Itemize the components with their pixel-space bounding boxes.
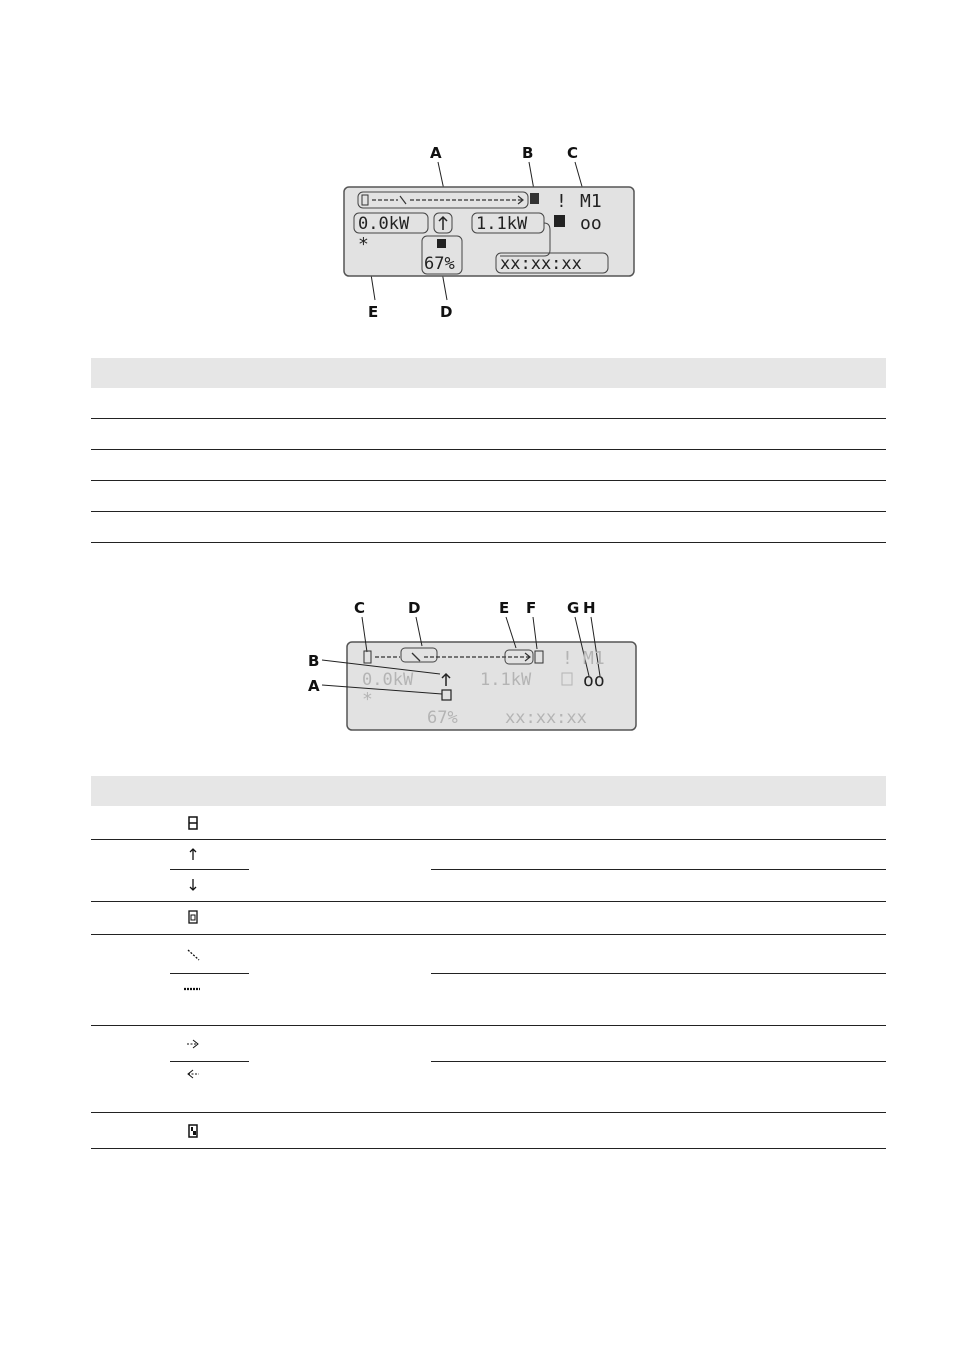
flow-left-icon xyxy=(186,1068,200,1080)
mode-label: M1 xyxy=(580,191,602,212)
arrow-up-icon xyxy=(187,847,199,861)
callout-b: B xyxy=(308,652,320,670)
power-left: 0.0kW xyxy=(358,214,410,234)
figure-1-svg xyxy=(300,140,660,325)
table-1-header xyxy=(91,358,886,388)
grid-icon xyxy=(530,193,539,204)
time-value: xx:xx:xx xyxy=(500,254,582,274)
callout-c: C xyxy=(567,144,579,162)
callout-d: D xyxy=(408,599,421,617)
status-oo: oo xyxy=(580,213,602,234)
table-row xyxy=(91,512,886,543)
callout-c: C xyxy=(354,599,366,617)
table-row xyxy=(91,450,886,481)
table-2 xyxy=(91,776,886,1149)
power-right: 1.1kW xyxy=(480,670,532,690)
callout-f: F xyxy=(526,599,537,617)
time-value: xx:xx:xx xyxy=(505,708,587,728)
table-row xyxy=(91,481,886,512)
callout-d: D xyxy=(440,303,453,321)
warning-symbol: ! xyxy=(556,191,567,212)
arrow-down-icon xyxy=(187,878,199,892)
callout-a: A xyxy=(308,677,320,695)
figure-1 xyxy=(300,140,660,325)
memory-card-icon xyxy=(554,215,565,227)
callout-b: B xyxy=(522,144,534,162)
table-1 xyxy=(91,358,886,543)
figure-2 xyxy=(300,596,660,741)
callout-e: E xyxy=(368,303,379,321)
figure-2-svg xyxy=(300,596,660,741)
battery-icon xyxy=(187,816,199,830)
asterisk-symbol: * xyxy=(358,234,369,255)
switch-open-icon xyxy=(187,948,201,962)
callout-a: A xyxy=(430,144,442,162)
asterisk-symbol: * xyxy=(362,689,373,710)
flow-right-icon xyxy=(186,1038,200,1050)
mode-label: M1 xyxy=(583,648,605,669)
status-oo: oo xyxy=(583,670,605,691)
grid-icon xyxy=(187,1124,199,1138)
generator-icon xyxy=(187,910,199,924)
power-left: 0.0kW xyxy=(362,670,414,690)
table-2-header xyxy=(91,776,886,806)
warning-symbol: ! xyxy=(562,648,573,669)
table-row xyxy=(91,388,886,419)
callout-e: E xyxy=(499,599,510,617)
switch-closed-icon xyxy=(183,985,201,993)
battery-state-icon xyxy=(437,239,446,248)
power-right: 1.1kW xyxy=(476,214,528,234)
percent-value: 67% xyxy=(427,708,458,728)
percent-value: 67% xyxy=(424,254,455,274)
table-row xyxy=(91,419,886,450)
callout-h: H xyxy=(583,599,596,617)
callout-g: G xyxy=(567,599,580,617)
